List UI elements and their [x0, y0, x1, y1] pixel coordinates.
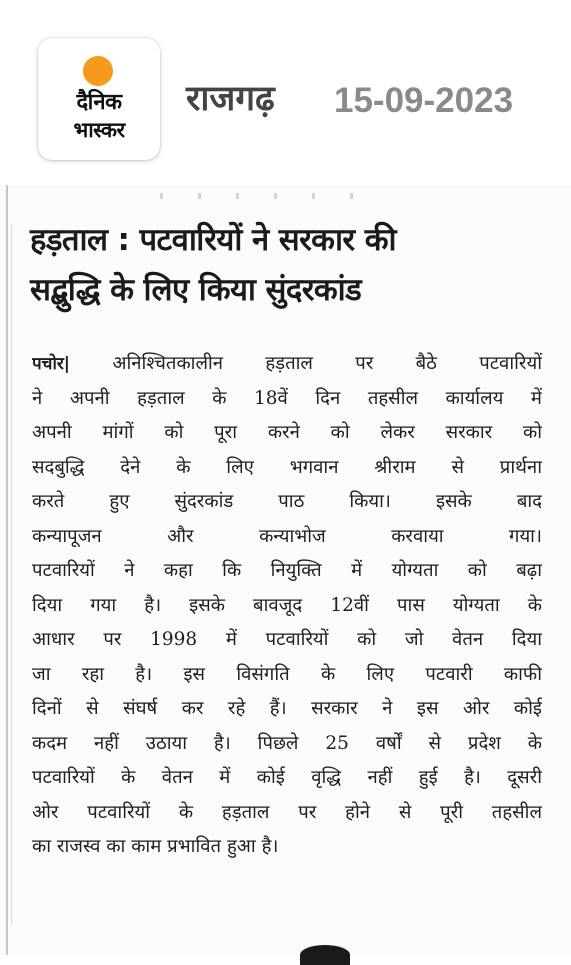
body-line: आधार पर 1998 में पटवारियों को जो वेतन दिया — [32, 629, 542, 650]
page-header — [0, 0, 571, 185]
body-line: ओर पटवारियों के हड़ताल पर होने से पूरी तहसील — [32, 801, 542, 823]
edition-city: राजगढ़ — [186, 79, 275, 119]
sun-icon — [83, 56, 113, 86]
body-line: दिया गया है। इसके बावजूद 12वीं पास योग्यता के — [32, 594, 542, 616]
column-divider — [6, 185, 8, 955]
body-line: कन्यापूजन और कन्याभोज करवाया गया। — [32, 525, 542, 547]
logo-text-line2: भास्कर — [73, 118, 125, 142]
print-artifact-blob — [300, 945, 350, 965]
body-line: जा रहा है। इस विसंगति के लिए पटवारी काफी — [32, 663, 542, 685]
dainik-bhaskar-logo[interactable] — [38, 38, 160, 160]
body-line — [32, 347, 542, 382]
newspaper-clipping — [0, 185, 571, 955]
body-line: का राजस्व का काम प्रभावित हुआ है। — [32, 836, 279, 857]
print-artifacts — [160, 193, 380, 199]
body-line: पटवारियों ने कहा कि नियुक्ति में योग्यता को बढ़ा — [32, 560, 542, 581]
article-body — [32, 347, 542, 865]
body-line: कदम नहीं उठाया है। पिछले 25 वर्षों से प्रदेश के — [32, 732, 542, 754]
dateline: पचोर| — [32, 354, 71, 374]
article-headline — [30, 215, 550, 315]
edition-date: 15-09-2023 — [334, 81, 514, 120]
body-line: ने अपनी हड़ताल के 18वें दिन तहसील कार्यालय में — [32, 387, 542, 409]
headline-line: सद्बुद्धि के लिए किया सुंदरकांड — [30, 272, 362, 308]
body-line: दिनों से संघर्ष कर रहे हैं। सरकार ने इस ओर कोई — [32, 698, 542, 719]
headline-line: हड़ताल : पटवारियों ने सरकार की — [30, 222, 396, 258]
body-line: सदबुद्धि देने के लिए भगवान श्रीराम से प्रार्थना — [32, 456, 542, 478]
body-line: अपनी मांगों को पूरा करने को लेकर सरकार को — [32, 422, 542, 443]
body-line: करते हुए सुंदरकांड पाठ किया। इसके बाद — [32, 491, 542, 512]
logo-text-line1: दैनिक — [76, 90, 122, 115]
body-line-text: अनिश्चितकालीन हड़ताल पर बैठे पटवारियों — [112, 353, 542, 374]
column-divider-secondary — [11, 225, 12, 925]
body-line: पटवारियों के वेतन में कोई वृद्धि नहीं हुई है। दूसरी — [32, 767, 542, 788]
